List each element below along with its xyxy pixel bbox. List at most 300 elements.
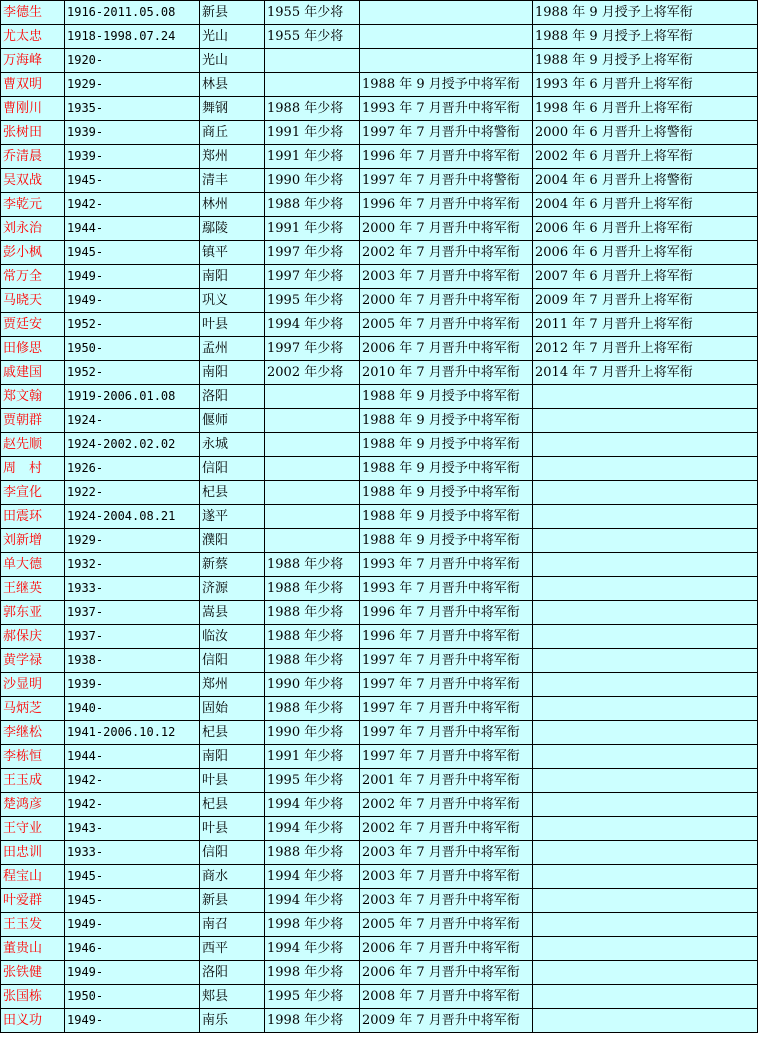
cell-general[interactable] [533,409,758,433]
cell-birth-death[interactable]: 1916-2011.05.08 [65,1,200,25]
cell-birth-death[interactable]: 1920- [65,49,200,73]
cell-name[interactable]: 田震环 [1,505,65,529]
cell-birth-death[interactable]: 1926- [65,457,200,481]
cell-native-place[interactable]: 固始 [200,697,265,721]
table-row [1,577,758,601]
table-row [1,697,758,721]
cell-name[interactable]: 郑文翰 [1,385,65,409]
cell-native-place[interactable]: 临汝 [200,625,265,649]
cell-birth-death[interactable]: 1946- [65,937,200,961]
cell-name[interactable]: 曹刚川 [1,97,65,121]
cell-major-general[interactable] [265,385,360,409]
cell-general[interactable]: 2012 年 7 月晋升上将军衔 [533,337,758,361]
cell-name[interactable]: 张国栋 [1,985,65,1009]
cell-general[interactable] [533,433,758,457]
cell-lieutenant-general[interactable]: 1996 年 7 月晋升中将军衔 [360,145,533,169]
cell-major-general[interactable]: 1955 年少将 [265,1,360,25]
cell-birth-death[interactable]: 1950- [65,985,200,1009]
cell-name[interactable]: 马晓天 [1,289,65,313]
table-row [1,673,758,697]
cell-lieutenant-general[interactable]: 1996 年 7 月晋升中将军衔 [360,601,533,625]
table-row [1,889,758,913]
cell-general[interactable] [533,769,758,793]
cell-lieutenant-general[interactable]: 1988 年 9 月授予中将军衔 [360,529,533,553]
cell-birth-death[interactable]: 1942- [65,769,200,793]
cell-lieutenant-general[interactable]: 2005 年 7 月晋升中将军衔 [360,913,533,937]
cell-general[interactable] [533,577,758,601]
cell-native-place[interactable]: 南阳 [200,361,265,385]
table-row [1,49,758,73]
table-row [1,409,758,433]
cell-major-general[interactable] [265,457,360,481]
cell-birth-death[interactable]: 1952- [65,361,200,385]
cell-native-place[interactable]: 洛阳 [200,961,265,985]
cell-general[interactable]: 1998 年 6 月晋升上将军衔 [533,97,758,121]
cell-general[interactable] [533,553,758,577]
cell-native-place[interactable]: 郑州 [200,673,265,697]
cell-native-place[interactable]: 孟州 [200,337,265,361]
cell-birth-death[interactable]: 1952- [65,313,200,337]
cell-native-place[interactable]: 信阳 [200,649,265,673]
cell-native-place[interactable]: 林县 [200,73,265,97]
cell-major-general[interactable]: 1988 年少将 [265,601,360,625]
cell-major-general[interactable]: 1991 年少将 [265,745,360,769]
cell-lieutenant-general[interactable] [360,1,533,25]
cell-name[interactable]: 郭东亚 [1,601,65,625]
cell-major-general[interactable]: 1991 年少将 [265,145,360,169]
cell-general[interactable] [533,745,758,769]
cell-birth-death[interactable]: 1933- [65,577,200,601]
cell-birth-death[interactable]: 1922- [65,481,200,505]
cell-birth-death[interactable]: 1935- [65,97,200,121]
cell-native-place[interactable]: 光山 [200,49,265,73]
cell-native-place[interactable]: 郏县 [200,985,265,1009]
cell-lieutenant-general[interactable]: 1997 年 7 月晋升中将军衔 [360,721,533,745]
cell-lieutenant-general[interactable]: 2000 年 7 月晋升中将军衔 [360,217,533,241]
cell-native-place[interactable]: 杞县 [200,793,265,817]
cell-general[interactable]: 1988 年 9 月授予上将军衔 [533,1,758,25]
cell-name[interactable]: 戚建国 [1,361,65,385]
generals-table-body [1,1,758,1033]
cell-birth-death[interactable]: 1949- [65,289,200,313]
cell-general[interactable] [533,481,758,505]
cell-birth-death[interactable]: 1942- [65,793,200,817]
cell-name[interactable]: 李乾元 [1,193,65,217]
cell-general[interactable] [533,505,758,529]
cell-major-general[interactable]: 1998 年少将 [265,961,360,985]
cell-major-general[interactable]: 1994 年少将 [265,793,360,817]
cell-birth-death[interactable]: 1949- [65,913,200,937]
cell-name[interactable]: 刘新增 [1,529,65,553]
cell-lieutenant-general[interactable]: 2009 年 7 月晋升中将军衔 [360,1009,533,1033]
table-row [1,1009,758,1033]
cell-general[interactable]: 2006 年 6 月晋升上将军衔 [533,217,758,241]
cell-major-general[interactable] [265,433,360,457]
cell-general[interactable]: 2011 年 7 月晋升上将军衔 [533,313,758,337]
cell-native-place[interactable]: 郑州 [200,145,265,169]
cell-birth-death[interactable]: 1944- [65,745,200,769]
cell-general[interactable]: 2009 年 7 月晋升上将军衔 [533,289,758,313]
cell-major-general[interactable]: 1988 年少将 [265,841,360,865]
cell-name[interactable]: 王守业 [1,817,65,841]
cell-birth-death[interactable]: 1929- [65,529,200,553]
cell-lieutenant-general[interactable]: 2010 年 7 月晋升中将军衔 [360,361,533,385]
cell-native-place[interactable]: 信阳 [200,841,265,865]
cell-major-general[interactable]: 1988 年少将 [265,649,360,673]
cell-lieutenant-general[interactable]: 1997 年 7 月晋升中将军衔 [360,673,533,697]
cell-general[interactable]: 1993 年 6 月晋升上将军衔 [533,73,758,97]
cell-general[interactable] [533,937,758,961]
cell-birth-death[interactable]: 1943- [65,817,200,841]
cell-general[interactable]: 2007 年 6 月晋升上将军衔 [533,265,758,289]
cell-native-place[interactable]: 济源 [200,577,265,601]
cell-lieutenant-general[interactable]: 1988 年 9 月授予中将军衔 [360,409,533,433]
cell-major-general[interactable]: 1995 年少将 [265,769,360,793]
table-row [1,433,758,457]
cell-lieutenant-general[interactable]: 1996 年 7 月晋升中将军衔 [360,625,533,649]
cell-major-general[interactable]: 1994 年少将 [265,865,360,889]
cell-major-general[interactable]: 1998 年少将 [265,913,360,937]
cell-lieutenant-general[interactable] [360,49,533,73]
table-row [1,241,758,265]
cell-name[interactable]: 程宝山 [1,865,65,889]
cell-lieutenant-general[interactable]: 1988 年 9 月授予中将军衔 [360,505,533,529]
cell-lieutenant-general[interactable]: 1997 年 7 月晋升中将警衔 [360,169,533,193]
cell-major-general[interactable] [265,409,360,433]
cell-lieutenant-general[interactable]: 1997 年 7 月晋升中将军衔 [360,697,533,721]
cell-general[interactable] [533,865,758,889]
table-row [1,769,758,793]
cell-birth-death[interactable]: 1924- [65,409,200,433]
cell-lieutenant-general[interactable] [360,25,533,49]
cell-name[interactable]: 赵先顺 [1,433,65,457]
cell-birth-death[interactable]: 1937- [65,601,200,625]
cell-name[interactable]: 田义功 [1,1009,65,1033]
cell-lieutenant-general[interactable]: 2002 年 7 月晋升中将军衔 [360,241,533,265]
cell-birth-death[interactable]: 1945- [65,865,200,889]
cell-name[interactable]: 李德生 [1,1,65,25]
cell-lieutenant-general[interactable]: 2000 年 7 月晋升中将军衔 [360,289,533,313]
cell-birth-death[interactable]: 1945- [65,241,200,265]
table-row [1,457,758,481]
cell-name[interactable]: 马炳芝 [1,697,65,721]
cell-birth-death[interactable]: 1932- [65,553,200,577]
cell-major-general[interactable]: 1988 年少将 [265,577,360,601]
cell-major-general[interactable] [265,529,360,553]
cell-native-place[interactable]: 西平 [200,937,265,961]
cell-major-general[interactable]: 1988 年少将 [265,97,360,121]
cell-lieutenant-general[interactable]: 1988 年 9 月授予中将军衔 [360,433,533,457]
cell-native-place[interactable]: 新县 [200,1,265,25]
cell-general[interactable] [533,793,758,817]
table-row [1,817,758,841]
cell-general[interactable] [533,841,758,865]
cell-birth-death[interactable]: 1950- [65,337,200,361]
cell-major-general[interactable]: 1994 年少将 [265,937,360,961]
cell-name[interactable]: 乔清晨 [1,145,65,169]
cell-birth-death[interactable]: 1941-2006.10.12 [65,721,200,745]
cell-native-place[interactable]: 清丰 [200,169,265,193]
cell-major-general[interactable]: 1994 年少将 [265,817,360,841]
cell-native-place[interactable]: 商丘 [200,121,265,145]
cell-general[interactable] [533,697,758,721]
cell-general[interactable]: 2002 年 6 月晋升上将军衔 [533,145,758,169]
cell-lieutenant-general[interactable]: 2008 年 7 月晋升中将军衔 [360,985,533,1009]
cell-native-place[interactable]: 叶县 [200,313,265,337]
cell-native-place[interactable]: 嵩县 [200,601,265,625]
cell-general[interactable]: 2000 年 6 月晋升上将警衔 [533,121,758,145]
cell-major-general[interactable]: 1997 年少将 [265,337,360,361]
cell-name[interactable]: 田修思 [1,337,65,361]
cell-native-place[interactable]: 偃师 [200,409,265,433]
cell-native-place[interactable]: 南召 [200,913,265,937]
table-row [1,649,758,673]
cell-birth-death[interactable]: 1944- [65,217,200,241]
cell-general[interactable] [533,817,758,841]
cell-lieutenant-general[interactable]: 1996 年 7 月晋升中将军衔 [360,193,533,217]
cell-name[interactable]: 郝保庆 [1,625,65,649]
cell-lieutenant-general[interactable]: 1993 年 7 月晋升中将军衔 [360,577,533,601]
table-row [1,937,758,961]
cell-lieutenant-general[interactable]: 2005 年 7 月晋升中将军衔 [360,313,533,337]
cell-general[interactable] [533,913,758,937]
cell-native-place[interactable]: 南乐 [200,1009,265,1033]
cell-native-place[interactable]: 商水 [200,865,265,889]
table-row [1,865,758,889]
table-row [1,841,758,865]
cell-major-general[interactable]: 1988 年少将 [265,193,360,217]
cell-name[interactable]: 楚鸿彦 [1,793,65,817]
cell-general[interactable] [533,889,758,913]
cell-lieutenant-general[interactable]: 2006 年 7 月晋升中将军衔 [360,337,533,361]
table-row [1,553,758,577]
cell-major-general[interactable]: 1990 年少将 [265,721,360,745]
cell-name[interactable]: 尤太忠 [1,25,65,49]
cell-lieutenant-general[interactable]: 2003 年 7 月晋升中将军衔 [360,865,533,889]
cell-general[interactable] [533,649,758,673]
cell-general[interactable] [533,385,758,409]
table-row [1,97,758,121]
cell-birth-death[interactable]: 1937- [65,625,200,649]
cell-major-general[interactable] [265,49,360,73]
cell-lieutenant-general[interactable]: 2006 年 7 月晋升中将军衔 [360,937,533,961]
cell-lieutenant-general[interactable]: 1988 年 9 月授予中将军衔 [360,481,533,505]
cell-birth-death[interactable]: 1933- [65,841,200,865]
cell-lieutenant-general[interactable]: 1997 年 7 月晋升中将军衔 [360,649,533,673]
cell-birth-death[interactable]: 1940- [65,697,200,721]
cell-general[interactable] [533,529,758,553]
cell-native-place[interactable]: 杞县 [200,481,265,505]
cell-native-place[interactable]: 叶县 [200,817,265,841]
cell-native-place[interactable]: 南阳 [200,265,265,289]
table-row [1,121,758,145]
cell-name[interactable]: 彭小枫 [1,241,65,265]
cell-major-general[interactable]: 1995 年少将 [265,289,360,313]
cell-lieutenant-general[interactable]: 2002 年 7 月晋升中将军衔 [360,817,533,841]
table-row [1,289,758,313]
table-row [1,961,758,985]
cell-general[interactable]: 1988 年 9 月授予上将军衔 [533,25,758,49]
cell-major-general[interactable]: 1995 年少将 [265,985,360,1009]
cell-native-place[interactable]: 新蔡 [200,553,265,577]
cell-native-place[interactable]: 巩义 [200,289,265,313]
cell-general[interactable]: 2006 年 6 月晋升上将军衔 [533,241,758,265]
table-row [1,745,758,769]
cell-native-place[interactable]: 镇平 [200,241,265,265]
cell-name[interactable]: 李继松 [1,721,65,745]
cell-major-general[interactable]: 1997 年少将 [265,265,360,289]
cell-name[interactable]: 吴双战 [1,169,65,193]
cell-lieutenant-general[interactable]: 1988 年 9 月授予中将军衔 [360,73,533,97]
cell-lieutenant-general[interactable]: 1997 年 7 月晋升中将军衔 [360,745,533,769]
cell-lieutenant-general[interactable]: 2006 年 7 月晋升中将军衔 [360,961,533,985]
cell-name[interactable]: 单大德 [1,553,65,577]
cell-major-general[interactable]: 1988 年少将 [265,697,360,721]
cell-general[interactable] [533,721,758,745]
table-row [1,529,758,553]
table-row [1,793,758,817]
cell-name[interactable]: 王玉发 [1,913,65,937]
table-row [1,217,758,241]
cell-name[interactable]: 王继英 [1,577,65,601]
cell-general[interactable]: 1988 年 9 月授予上将军衔 [533,49,758,73]
cell-native-place[interactable]: 叶县 [200,769,265,793]
cell-native-place[interactable]: 濮阳 [200,529,265,553]
cell-general[interactable] [533,457,758,481]
cell-birth-death[interactable]: 1919-2006.01.08 [65,385,200,409]
cell-birth-death[interactable]: 1924-2002.02.02 [65,433,200,457]
cell-birth-death[interactable]: 1939- [65,673,200,697]
table-row [1,913,758,937]
cell-general[interactable] [533,961,758,985]
cell-major-general[interactable]: 1990 年少将 [265,169,360,193]
cell-major-general[interactable]: 1991 年少将 [265,217,360,241]
table-row [1,73,758,97]
cell-lieutenant-general[interactable]: 2003 年 7 月晋升中将军衔 [360,841,533,865]
cell-lieutenant-general[interactable]: 1997 年 7 月晋升中将警衔 [360,121,533,145]
cell-major-general[interactable]: 1988 年少将 [265,553,360,577]
table-row [1,601,758,625]
cell-name[interactable]: 万海峰 [1,49,65,73]
cell-general[interactable]: 2004 年 6 月晋升上将军衔 [533,193,758,217]
cell-lieutenant-general[interactable]: 2001 年 7 月晋升中将军衔 [360,769,533,793]
cell-name[interactable]: 张铁健 [1,961,65,985]
cell-major-general[interactable]: 1998 年少将 [265,1009,360,1033]
cell-name[interactable]: 叶爱群 [1,889,65,913]
cell-native-place[interactable]: 杞县 [200,721,265,745]
cell-native-place[interactable]: 洛阳 [200,385,265,409]
cell-name[interactable]: 黄学禄 [1,649,65,673]
cell-native-place[interactable]: 光山 [200,25,265,49]
cell-native-place[interactable]: 鄢陵 [200,217,265,241]
cell-name[interactable]: 周 村 [1,457,65,481]
cell-name[interactable]: 曹双明 [1,73,65,97]
cell-major-general[interactable]: 1955 年少将 [265,25,360,49]
cell-name[interactable]: 刘永治 [1,217,65,241]
cell-general[interactable] [533,1009,758,1033]
cell-birth-death[interactable]: 1949- [65,1009,200,1033]
cell-native-place[interactable]: 信阳 [200,457,265,481]
cell-birth-death[interactable]: 1939- [65,121,200,145]
table-row [1,481,758,505]
cell-birth-death[interactable]: 1924-2004.08.21 [65,505,200,529]
cell-major-general[interactable]: 1991 年少将 [265,121,360,145]
table-row [1,985,758,1009]
cell-general[interactable]: 2014 年 7 月晋升上将军衔 [533,361,758,385]
cell-name[interactable]: 常万全 [1,265,65,289]
cell-major-general[interactable]: 1994 年少将 [265,313,360,337]
cell-general[interactable] [533,985,758,1009]
cell-native-place[interactable]: 永城 [200,433,265,457]
table-row [1,385,758,409]
cell-name[interactable]: 田忠训 [1,841,65,865]
table-row [1,505,758,529]
cell-birth-death[interactable]: 1918-1998.07.24 [65,25,200,49]
cell-native-place[interactable]: 遂平 [200,505,265,529]
cell-major-general[interactable]: 1990 年少将 [265,673,360,697]
cell-major-general[interactable]: 1994 年少将 [265,889,360,913]
cell-native-place[interactable]: 舞钢 [200,97,265,121]
cell-birth-death[interactable]: 1938- [65,649,200,673]
cell-name[interactable]: 贾廷安 [1,313,65,337]
table-row [1,193,758,217]
table-row [1,25,758,49]
cell-general[interactable] [533,601,758,625]
cell-name[interactable]: 沙显明 [1,673,65,697]
cell-lieutenant-general[interactable]: 1988 年 9 月授予中将军衔 [360,457,533,481]
cell-birth-death[interactable]: 1949- [65,265,200,289]
cell-birth-death[interactable]: 1945- [65,889,200,913]
cell-birth-death[interactable]: 1945- [65,169,200,193]
cell-name[interactable]: 李宣化 [1,481,65,505]
cell-general[interactable] [533,673,758,697]
cell-birth-death[interactable]: 1929- [65,73,200,97]
cell-lieutenant-general[interactable]: 1993 年 7 月晋升中将军衔 [360,97,533,121]
table-row [1,337,758,361]
table-row [1,145,758,169]
cell-major-general[interactable]: 1997 年少将 [265,241,360,265]
cell-native-place[interactable]: 林州 [200,193,265,217]
cell-lieutenant-general[interactable]: 1988 年 9 月授予中将军衔 [360,385,533,409]
cell-general[interactable]: 2004 年 6 月晋升上将警衔 [533,169,758,193]
cell-major-general[interactable] [265,505,360,529]
table-row [1,361,758,385]
cell-lieutenant-general[interactable]: 2002 年 7 月晋升中将军衔 [360,793,533,817]
cell-birth-death[interactable]: 1939- [65,145,200,169]
cell-name[interactable]: 王玉成 [1,769,65,793]
table-row [1,265,758,289]
cell-birth-death[interactable]: 1949- [65,961,200,985]
table-row [1,169,758,193]
cell-lieutenant-general[interactable]: 1993 年 7 月晋升中将军衔 [360,553,533,577]
cell-name[interactable]: 张树田 [1,121,65,145]
cell-lieutenant-general[interactable]: 2003 年 7 月晋升中将军衔 [360,889,533,913]
cell-native-place[interactable]: 新县 [200,889,265,913]
cell-general[interactable] [533,625,758,649]
cell-major-general[interactable]: 2002 年少将 [265,361,360,385]
cell-major-general[interactable]: 1988 年少将 [265,625,360,649]
cell-major-general[interactable] [265,73,360,97]
cell-lieutenant-general[interactable]: 2003 年 7 月晋升中将军衔 [360,265,533,289]
table-row [1,625,758,649]
cell-birth-death[interactable]: 1942- [65,193,200,217]
cell-native-place[interactable]: 南阳 [200,745,265,769]
table-row [1,1,758,25]
cell-name[interactable]: 李栋恒 [1,745,65,769]
cell-major-general[interactable] [265,481,360,505]
cell-name[interactable]: 董贵山 [1,937,65,961]
cell-name[interactable]: 贾朝群 [1,409,65,433]
